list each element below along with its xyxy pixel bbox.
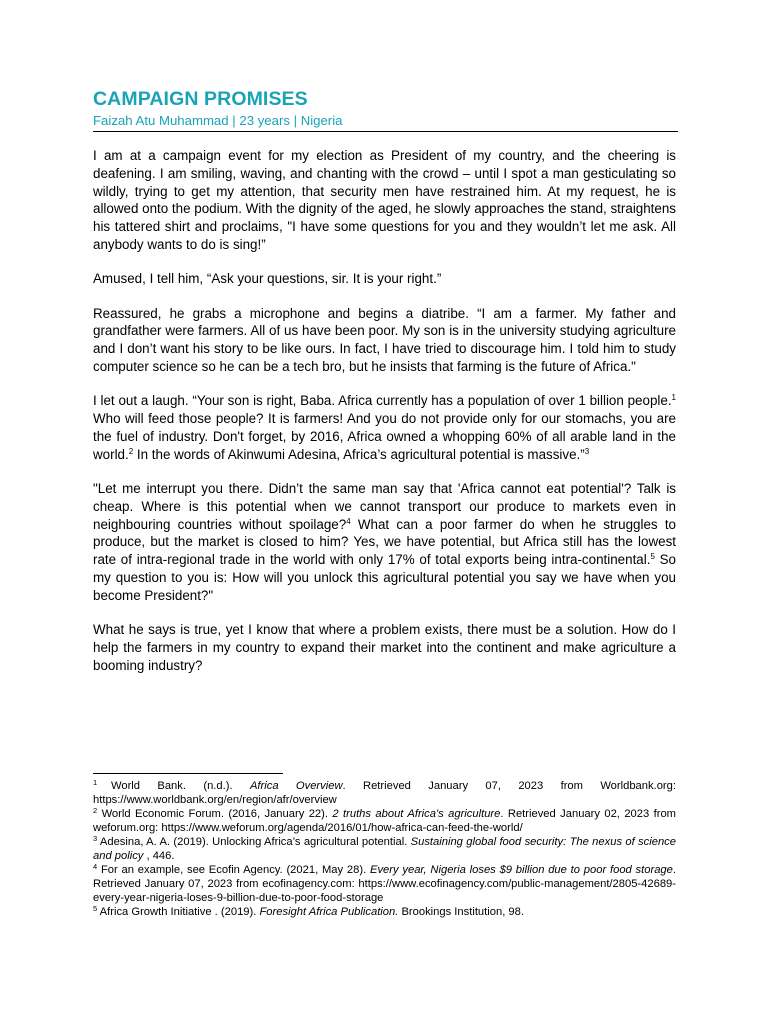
footnote-ref-3[interactable]: 3	[584, 446, 590, 456]
footnote-number: 4	[93, 862, 98, 871]
footnote-title: Africa Overview	[249, 780, 343, 792]
footnote-text: For an example, see Ecofin Agency. (2021, May 28).	[97, 864, 370, 876]
footnote-text: , 446.	[143, 850, 175, 862]
footnote-title: Every year, Nigeria loses $9 billion due to poor food storage	[369, 864, 673, 876]
paragraph-5-part-b: What can a poor farmer do when he struggles to produce, but the market is closed to him? Yes, we have potential, but Africa still has the lowest rate of intra-regional trade in the world with only 17% of total exports being intra-continental.	[93, 516, 676, 568]
footnote-text: . Retrieved January 07, 2023 from Worldbank.org: https://www.worldbank.org/en/region/afr/overview	[93, 780, 676, 806]
footnote-ref-4[interactable]: 4	[346, 516, 351, 526]
paragraph-5-part-a: "Let me interrupt you there. Didn’t the same man say that 'Africa cannot eat potential'? Talk is cheap. Where is this potential when we cannot transport our produce to markets even in neighbouring countries without spoilage?	[93, 480, 676, 532]
footnotes	[93, 779, 676, 919]
footnote-number: 2	[93, 806, 98, 815]
footnote-2	[93, 807, 676, 835]
footnote-text: . Retrieved January 02, 2023 from weforum.org: https://www.weforum.org/agenda/2016/01/how-africa-can-feed-the-world/	[93, 808, 676, 834]
page-title: CAMPAIGN PROMISES	[93, 88, 308, 110]
paragraph-3: Reassured, he grabs a microphone and begins a diatribe. “I am a farmer. My father and grandfather were farmers. All of us have been poor. My son is in the university studying agriculture and I don’t want his story to be like ours. In fact, I have tried to discourage him. I told him to study computer science so he can be a tech bro, but he insists that farming is the future of Africa."	[93, 305, 676, 374]
footnote-number: 5	[93, 904, 98, 913]
footnote-text: Africa Growth Initiative . (2019).	[97, 906, 260, 918]
author-line: Faizah Atu Muhammad | 23 years | Nigeria	[93, 113, 343, 128]
footnote-text: Adesina, A. A. (2019). Unlocking Africa’s agricultural potential.	[97, 836, 411, 848]
footnote-divider	[93, 773, 283, 774]
footnote-text: Brookings Institution, 98.	[398, 906, 524, 918]
footnote-ref-2[interactable]: 2	[128, 446, 134, 456]
footnote-text: World Bank. (n.d.).	[111, 780, 250, 792]
paragraph-4-part-b: Who will feed those people? It is farmers! And you do not provide only for our stomachs, you are the fuel of industry. Don't forget, by 2016, Africa owned a whopping 60% of all arable land in the world.	[93, 411, 676, 462]
paragraph-4-part-a: I let out a laugh. “Your son is right, Baba. Africa currently has a population of over 1 billion people.	[93, 393, 672, 409]
footnote-5	[93, 905, 676, 919]
paragraph-6: What he says is true, yet I know that where a problem exists, there must be a solution. How do I help the farmers in my country to expand their market into the continent and make agriculture a booming industry?	[93, 622, 676, 673]
footnote-3	[93, 835, 676, 863]
footnote-1: $^1$ World Bank. (n.d.). Africa Overview. Retrieved January 07, 2023 from Worldbank.org: https://www.worldbank.org/en/region/afr/overview	[93, 778, 676, 806]
paragraph-4-part-c: In the words of Akinwumi Adesina, Africa’s agricultural potential is massive.”	[133, 446, 585, 462]
paragraph-5-part-c: So my question to you is: How will you unlock this agricultural potential you say we have when you become President?"	[93, 552, 676, 603]
paragraph-4	[93, 392, 676, 463]
footnote-title: 2 truths about Africa's agriculture	[332, 808, 501, 820]
paragraph-1: I am at a campaign event for my election as President of my country, and the cheering is deafening. I am smiling, waving, and chanting with the crowd – until I spot a man gesticulating so wildly, trying to get my attention, that security men have restrained him. At my request, he is allowed onto the podium. With the dignity of the aged, he slowly approaches the stand, straightens his tattered shirt and proclaims, "I have some questions for you and they wouldn’t let me ask. All anybody wants to do is sing!”	[93, 148, 676, 252]
paragraph-2: Amused, I tell him, “Ask your questions, sir. It is your right.”	[93, 271, 442, 287]
footnote-title: Foresight Africa Publication.	[259, 906, 399, 918]
footnote-number: 3	[93, 834, 98, 843]
footnote-ref-1[interactable]: 1	[671, 393, 676, 403]
footnote-text: . Retrieved January 07, 2023 from ecofinagency.com: https://www.ecofinagency.com/public-management/2805-42689-every-year-nigeria-loses-9-billion-due-to-poor-food-storage	[93, 864, 676, 904]
essay-body	[93, 147, 676, 691]
footnote-text: World Economic Forum. (2016, January 22).	[97, 808, 333, 820]
footnote-4	[93, 863, 676, 905]
footnote-title: Sustaining global food security: The nexus of science and policy	[93, 836, 676, 862]
paragraph-5	[93, 480, 676, 605]
title-divider	[93, 131, 678, 132]
footnote-ref-5[interactable]: 5	[650, 552, 655, 562]
